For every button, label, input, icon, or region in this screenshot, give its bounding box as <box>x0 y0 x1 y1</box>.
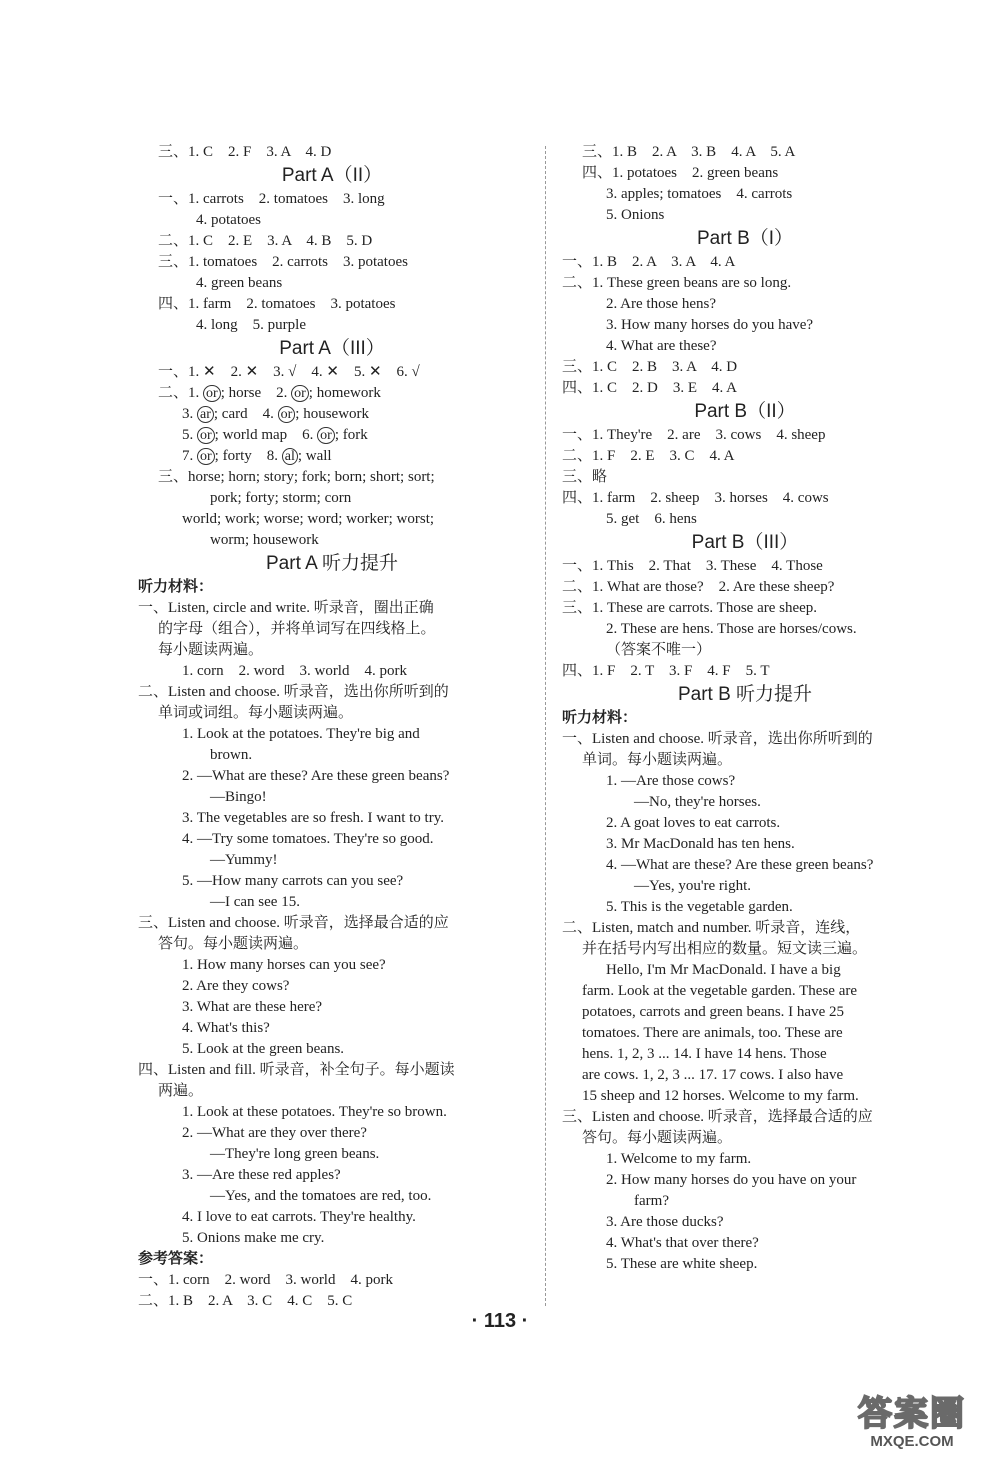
answer-line: 二、Listen and choose. 听录音，选出你所听到的 <box>138 684 449 700</box>
answer-line <box>138 383 526 404</box>
left-column <box>138 142 526 1312</box>
answer-line: 5. —How many carrots can you see? <box>182 873 404 889</box>
answer-line: 1. —Are those cows? <box>606 773 736 789</box>
answer-line: 一、1. This 2. That 3. These 4. Those <box>562 558 823 574</box>
answer-line: 答句。每小题读两遍。 <box>158 936 309 952</box>
answer-line: 4. What's this? <box>182 1020 270 1036</box>
answer-line: 两遍。 <box>158 1083 204 1099</box>
answer-line: 2. These are hens. Those are horses/cows. <box>606 621 857 637</box>
answer-line: 一、Listen and choose. 听录音，选出你所听到的 <box>562 731 873 747</box>
answer-line: （答案不唯一） <box>606 642 712 658</box>
answer-line: 二、1. What are those? 2. Are these sheep? <box>562 579 835 595</box>
answer-line: 二、1. C 2. E 3. A 4. B 5. D <box>158 233 373 249</box>
watermark-logo <box>838 1394 986 1456</box>
answer-line <box>138 404 526 425</box>
answer-text: ; housework <box>295 406 370 422</box>
answer-line: world; work; worse; word; worker; worst; <box>182 511 435 527</box>
answer-line: —No, they're horses. <box>634 794 761 810</box>
answer-line: 5. Look at the green beans. <box>182 1041 345 1057</box>
answer-line: 2. Are they cows? <box>182 978 290 994</box>
answer-line: 二、1. B 2. A 3. C 4. C 5. C <box>138 1293 353 1309</box>
circled-letters: al <box>282 448 298 465</box>
answer-line: —Yes, and the tomatoes are red, too. <box>210 1188 432 1204</box>
answer-line: 每小题读两遍。 <box>158 642 264 658</box>
answer-line: 4. I love to eat carrots. They're healthy. <box>182 1209 416 1225</box>
answer-line: tomatoes. There are animals, too. These are <box>582 1025 843 1041</box>
answer-line: brown. <box>210 747 253 763</box>
circled-letters: or <box>317 427 335 444</box>
answer-line: 4. —Try some tomatoes. They're so good. <box>182 831 434 847</box>
answer-line: 二、1. These green beans are so long. <box>562 275 792 291</box>
answer-text: ; forty 8. <box>214 448 282 464</box>
answer-text: 二、1. <box>158 385 204 401</box>
section-heading: Part B 听力提升 <box>677 684 813 705</box>
answer-line: 一、1. B 2. A 3. A 4. A <box>562 254 736 270</box>
answer-line: 三、1. These are carrots. Those are sheep. <box>562 600 818 616</box>
answer-line: 5. get 6. hens <box>606 511 697 527</box>
answer-line: 4. What's that over there? <box>606 1235 759 1251</box>
answer-line: —Yummy! <box>210 852 278 868</box>
answer-line: 四、1. farm 2. sheep 3. horses 4. cows <box>562 490 829 506</box>
answer-line <box>138 446 526 467</box>
answer-text: ; fork <box>334 427 368 443</box>
answer-line: 4. long 5. purple <box>196 317 306 333</box>
answer-text: ; world map 6. <box>214 427 318 443</box>
circled-letters: or <box>203 385 221 402</box>
answer-line: 三、Listen and choose. 听录音，选择最合适的应 <box>138 915 449 931</box>
answer-line: 3. What are these here? <box>182 999 323 1015</box>
answer-line: 5. Onions <box>606 207 665 223</box>
answer-line: 4. green beans <box>196 275 283 291</box>
answer-line: 四、1. C 2. D 3. E 4. A <box>562 380 738 396</box>
answer-line: 1. corn 2. word 3. world 4. pork <box>182 663 407 679</box>
answer-text: ; horse 2. <box>220 385 292 401</box>
answer-line: 三、1. B 2. A 3. B 4. A 5. A <box>582 144 796 160</box>
answer-line: 三、Listen and choose. 听录音，选择最合适的应 <box>562 1109 873 1125</box>
column-divider <box>545 146 546 1306</box>
watermark-url: MXQE.COM <box>870 1433 954 1450</box>
answer-text: 7. <box>182 448 197 464</box>
answer-line: 3. —Are these red apples? <box>182 1167 341 1183</box>
answer-line: 单词。每小题读两遍。 <box>582 752 733 768</box>
answer-line: 3. Mr MacDonald has ten hens. <box>606 836 795 852</box>
section-heading: Part A 听力提升 <box>266 553 398 574</box>
answer-line: 2. —What are these? Are these green beans? <box>182 768 450 784</box>
answer-line: 四、Listen and fill. 听录音，补全句子。每小题读 <box>138 1062 455 1078</box>
answer-line: Hello, I'm Mr MacDonald. I have a big <box>606 962 841 978</box>
answer-line: farm? <box>634 1193 669 1209</box>
answer-line: 5. This is the vegetable garden. <box>606 899 793 915</box>
answer-line: 三、horse; horn; story; fork; born; short; sort; <box>158 469 435 485</box>
answer-line: 的字母（组合），并将单词写在四线格上。 <box>158 621 436 637</box>
answer-line: farm. Look at the vegetable garden. These are <box>582 983 858 999</box>
answer-line: 1. Look at the potatoes. They're big and <box>182 726 420 742</box>
answer-line: 二、1. F 2. E 3. C 4. A <box>562 448 735 464</box>
watermark-text: 答案圈 <box>858 1394 966 1434</box>
answer-line: 3. How many horses do you have? <box>606 317 814 333</box>
answer-line: 2. How many horses do you have on your <box>606 1172 857 1188</box>
answer-line: 并在括号内写出相应的数量。短文读三遍。 <box>582 941 868 957</box>
answer-line: worm; housework <box>210 532 319 548</box>
answer-line: 答句。每小题读两遍。 <box>582 1130 733 1146</box>
section-heading: Part B（I） <box>696 228 794 249</box>
subsection-label: 听力材料： <box>562 710 638 726</box>
subsection-label: 听力材料： <box>138 579 214 595</box>
answer-line: —They're long green beans. <box>210 1146 380 1162</box>
answer-line: 1. Look at these potatoes. They're so brown. <box>182 1104 447 1120</box>
answer-text: ; wall <box>297 448 332 464</box>
answer-line: 5. These are white sheep. <box>606 1256 758 1272</box>
circled-letters: ar <box>197 406 214 423</box>
circled-letters: or <box>278 406 296 423</box>
answer-line: 三、1. C 2. F 3. A 4. D <box>158 144 332 160</box>
answer-line: 一、1. ✕ 2. ✕ 3. √ 4. ✕ 5. ✕ 6. √ <box>158 364 420 380</box>
answer-line: —I can see 15. <box>210 894 300 910</box>
answer-line: 一、1. corn 2. word 3. world 4. pork <box>138 1272 393 1288</box>
answer-line: 4. —What are these? Are these green beans? <box>606 857 874 873</box>
answer-line <box>138 425 526 446</box>
answer-line: 四、1. potatoes 2. green beans <box>582 165 779 181</box>
right-column <box>562 142 928 1275</box>
answer-line: 1. How many horses can you see? <box>182 957 386 973</box>
answer-line: 15 sheep and 12 horses. Welcome to my farm. <box>582 1088 859 1104</box>
section-heading: Part A（III） <box>279 338 385 359</box>
answer-line: 四、1. farm 2. tomatoes 3. potatoes <box>158 296 396 312</box>
circled-letters: or <box>291 385 309 402</box>
answer-text: ; card 4. <box>213 406 278 422</box>
answer-line: potatoes, carrots and green beans. I have 25 <box>582 1004 844 1020</box>
answer-line: —Yes, you're right. <box>634 878 752 894</box>
answer-line: 5. Onions make me cry. <box>182 1230 325 1246</box>
answer-line: 二、Listen, match and number. 听录音，连线， <box>562 920 861 936</box>
answer-line: 2. Are those hens? <box>606 296 716 312</box>
section-heading: Part B（III） <box>691 532 799 553</box>
answer-line: pork; forty; storm; corn <box>210 490 352 506</box>
answer-line: 一、1. carrots 2. tomatoes 3. long <box>158 191 385 207</box>
answer-line: 3. The vegetables are so fresh. I want to try. <box>182 810 444 826</box>
answer-line: 3. apples; tomatoes 4. carrots <box>606 186 793 202</box>
answer-line: 4. What are these? <box>606 338 717 354</box>
answer-text: ; homework <box>308 385 381 401</box>
answer-text: 3. <box>182 406 197 422</box>
answer-line: 一、1. They're 2. are 3. cows 4. sheep <box>562 427 826 443</box>
answer-line: 2. —What are they over there? <box>182 1125 367 1141</box>
answer-line: 三、1. C 2. B 3. A 4. D <box>562 359 738 375</box>
answer-text: 5. <box>182 427 197 443</box>
answer-line: 4. potatoes <box>196 212 261 228</box>
page-number: · 113 · <box>471 1310 529 1332</box>
answer-line: 四、1. F 2. T 3. F 4. F 5. T <box>562 663 770 679</box>
answer-line: hens. 1, 2, 3 ... 14. I have 14 hens. Those <box>582 1046 827 1062</box>
answer-line: 单词或词组。每小题读两遍。 <box>158 705 354 721</box>
answer-line: 2. A goat loves to eat carrots. <box>606 815 781 831</box>
circled-letters: or <box>197 427 215 444</box>
answer-line: 三、1. tomatoes 2. carrots 3. potatoes <box>158 254 408 270</box>
subsection-label: 参考答案： <box>138 1251 214 1267</box>
section-heading: Part A（II） <box>281 165 383 186</box>
answer-line: 三、略 <box>562 469 608 485</box>
answer-line: are cows. 1, 2, 3 ... 17. 17 cows. I also have <box>582 1067 844 1083</box>
section-heading: Part B（II） <box>694 401 796 422</box>
answer-line: 3. Are those ducks? <box>606 1214 724 1230</box>
answer-line: 1. Welcome to my farm. <box>606 1151 752 1167</box>
answer-line: —Bingo! <box>210 789 267 805</box>
circled-letters: or <box>197 448 215 465</box>
answer-line: 一、Listen, circle and write. 听录音，圈出正确 <box>138 600 434 616</box>
